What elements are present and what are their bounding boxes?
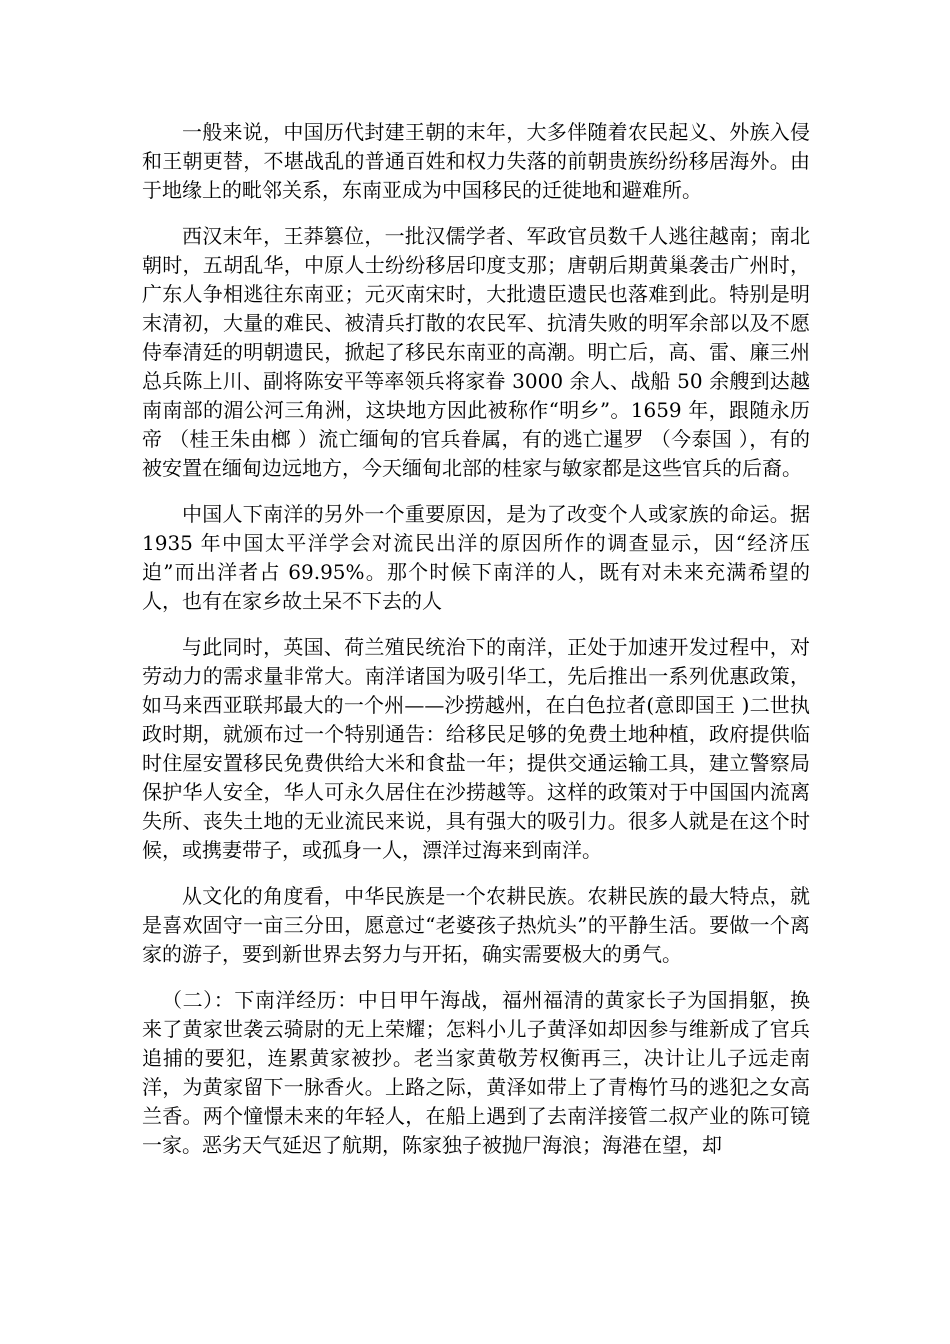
document-body	[142, 118, 810, 1177]
paragraph-economic-reasons: 中国人下南洋的另外一个重要原因，是为了改变个人或家族的命运。据 1935 年中国太平洋学会对流民出洋的原因所作的调查显示，因“经济压迫”而出洋者占 69.95%。那个时候下南洋的人，既有对未来充满希望的人，也有在家乡故土呆不下去的人	[142, 502, 810, 613]
paragraph-cultural-view: 从文化的角度看，中华民族是一个农耕民族。农耕民族的最大特点，就是喜欢固守一亩三分田，愿意过“老婆孩子热炕头”的平静生活。要做一个离家的游子，要到新世界去努力与开拓，确实需要极大的勇气。	[142, 884, 810, 966]
paragraph-historical-migrations: 西汉末年，王莽篡位，一批汉儒学者、军政官员数千人逃往越南；南北朝时，五胡乱华，中原人士纷纷移居印度支那；唐朝后期黄巢袭击广州时，广东人争相逃往东南亚；元灭南宋时，大批遗臣遗民也落难到此。特别是明末清初，大量的难民、被清兵打散的农民军、抗清失败的明军余部以及不愿侍奉清廷的明朝遗民，掀起了移民东南亚的高潮。明亡后，高、雷、廉三州总兵陈上川、副将陈安平等率领兵将家眷 3000 余人、战船 50 余艘到达越南南部的湄公河三角洲，这块地方因此被称作“明乡”。1659 年，跟随永历帝 （桂王朱由榔 ）流亡缅甸的官兵眷属，有的逃亡暹罗 （今泰国 ），有的被安置在缅甸边远地方，今天缅甸北部的桂家与敏家都是这些官兵的后裔。	[142, 224, 810, 480]
paragraph-story-section-two: （二）：下南洋经历：中日甲午海战，福州福清的黄家长子为国捐躯，换来了黄家世袭云骑尉的无上荣耀；怎料小儿子黄泽如却因参与维新成了官兵追捕的要犯，连累黄家被抄。老当家黄敬芳权衡再三，决计让儿子远走南洋，为黄家留下一脉香火。上路之际，黄泽如带上了青梅竹马的逃犯之女高兰香。两个憧憬未来的年轻人，在船上遇到了去南洋接管二叔产业的陈可镜一家。恶劣天气延迟了航期，陈家独子被抛尸海浪；海港在望，却	[142, 988, 810, 1157]
paragraph-dynastic-emigration: 一般来说，中国历代封建王朝的末年，大多伴随着农民起义、外族入侵和王朝更替，不堪战乱的普通百姓和权力失落的前朝贵族纷纷移居海外。由于地缘上的毗邻关系，东南亚成为中国移民的迁徙地和避难所。	[142, 120, 810, 202]
paragraph-colonial-policies: 与此同时，英国、荷兰殖民统治下的南洋，正处于加速开发过程中，对劳动力的需求量非常大。南洋诸国为吸引华工，先后推出一系列优惠政策， 如马来西亚联邦最大的一个州——沙捞越州，在白色拉者(意即国王 )二世执政时期，就颁布过一个特别通告：给移民足够的免费土地种植，政府提供临时住屋安置移民免费供给大米和食盐一年；提供交通运输工具，建立警察局保护华人安全，华人可永久居住在沙捞越等。这样的政策对于中国国内流离失所、丧失土地的无业流民来说，具有强大的吸引力。很多人就是在这个时候，或携妻带子，或孤身一人，漂洋过海来到南洋。	[142, 635, 810, 862]
